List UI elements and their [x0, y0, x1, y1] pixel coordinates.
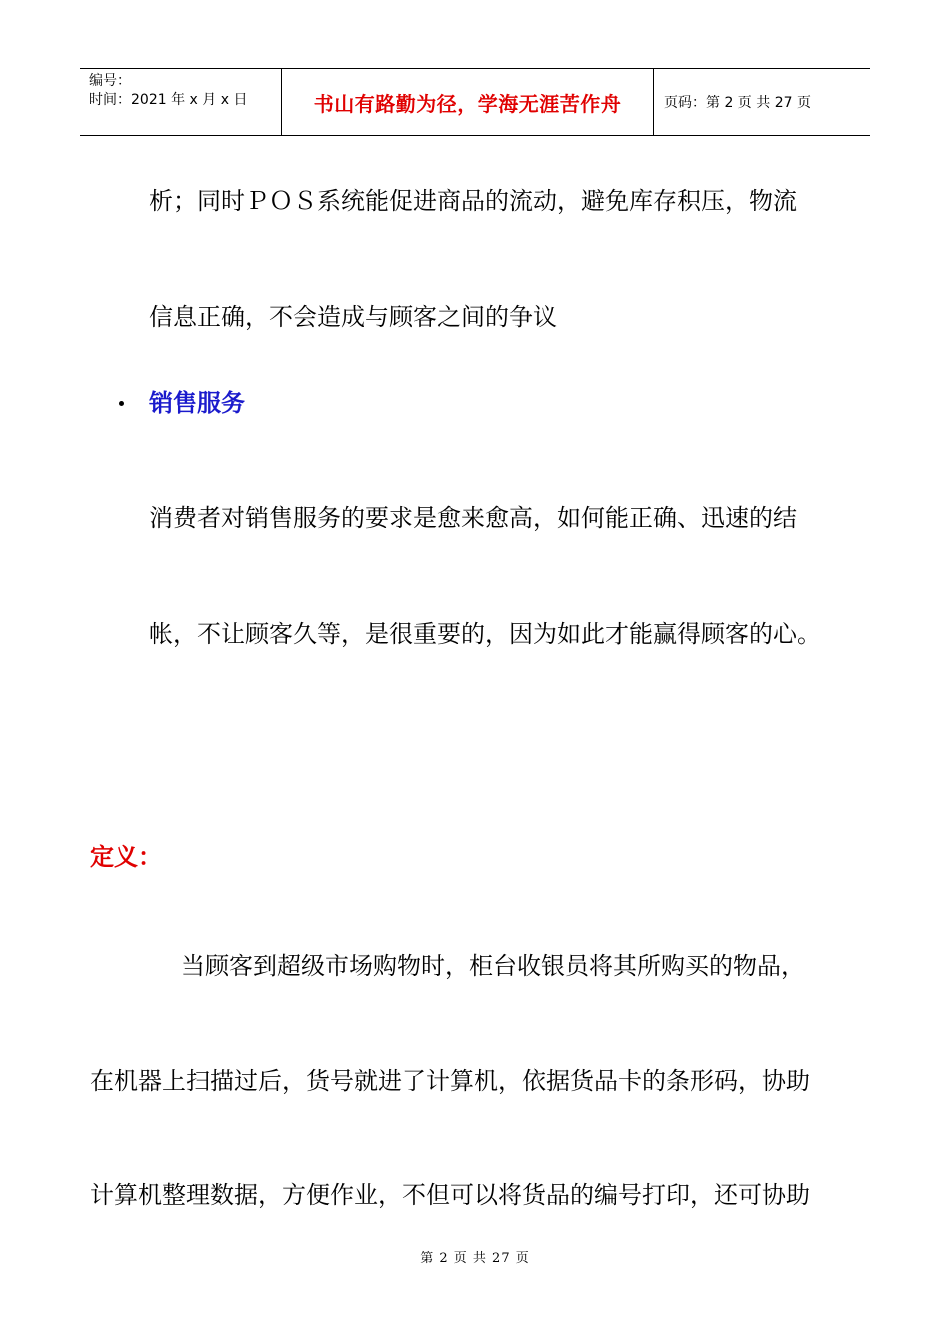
definition-paragraph-line: 在机器上扫描过后，货号就进了计算机，依据货品卡的条形码，协助 [90, 1067, 810, 1095]
section-heading: 销售服务 [149, 389, 245, 417]
definition-paragraph-line: 计算机整理数据，方便作业，不但可以将货品的编号打印，还可协助 [90, 1181, 810, 1209]
body-paragraph-line: 析；同时ＰＯＳ系统能促进商品的流动，避免库存积压，物流 [149, 187, 797, 215]
header-meta-cell [80, 69, 282, 135]
header-number-label: 编号： [89, 73, 131, 89]
body-paragraph-line: 信息正确，不会造成与顾客之间的争议 [149, 303, 557, 331]
header-page-cell [654, 69, 870, 135]
bullet-icon [119, 401, 124, 406]
section-paragraph-line: 消费者对销售服务的要求是愈来愈高，如何能正确、迅速的结 [149, 504, 797, 532]
page-footer: 第 2 页 共 27 页 [420, 1251, 530, 1266]
header-motto: 书山有路勤为径，学海无涯苦作舟 [313, 91, 622, 116]
definition-heading: 定义： [90, 843, 162, 871]
section-paragraph-line: 帐，不让顾客久等，是很重要的，因为如此才能赢得顾客的心。 [149, 620, 821, 648]
header-page-info: 页码：第 2 页 共 27 页 [664, 95, 811, 111]
document-header [80, 68, 870, 136]
definition-paragraph-line: 当顾客到超级市场购物时，柜台收银员将其所购买的物品， [181, 952, 805, 980]
header-motto-cell [282, 69, 654, 135]
header-date-label: 时间：2021 年 x 月 x 日 [89, 92, 248, 108]
